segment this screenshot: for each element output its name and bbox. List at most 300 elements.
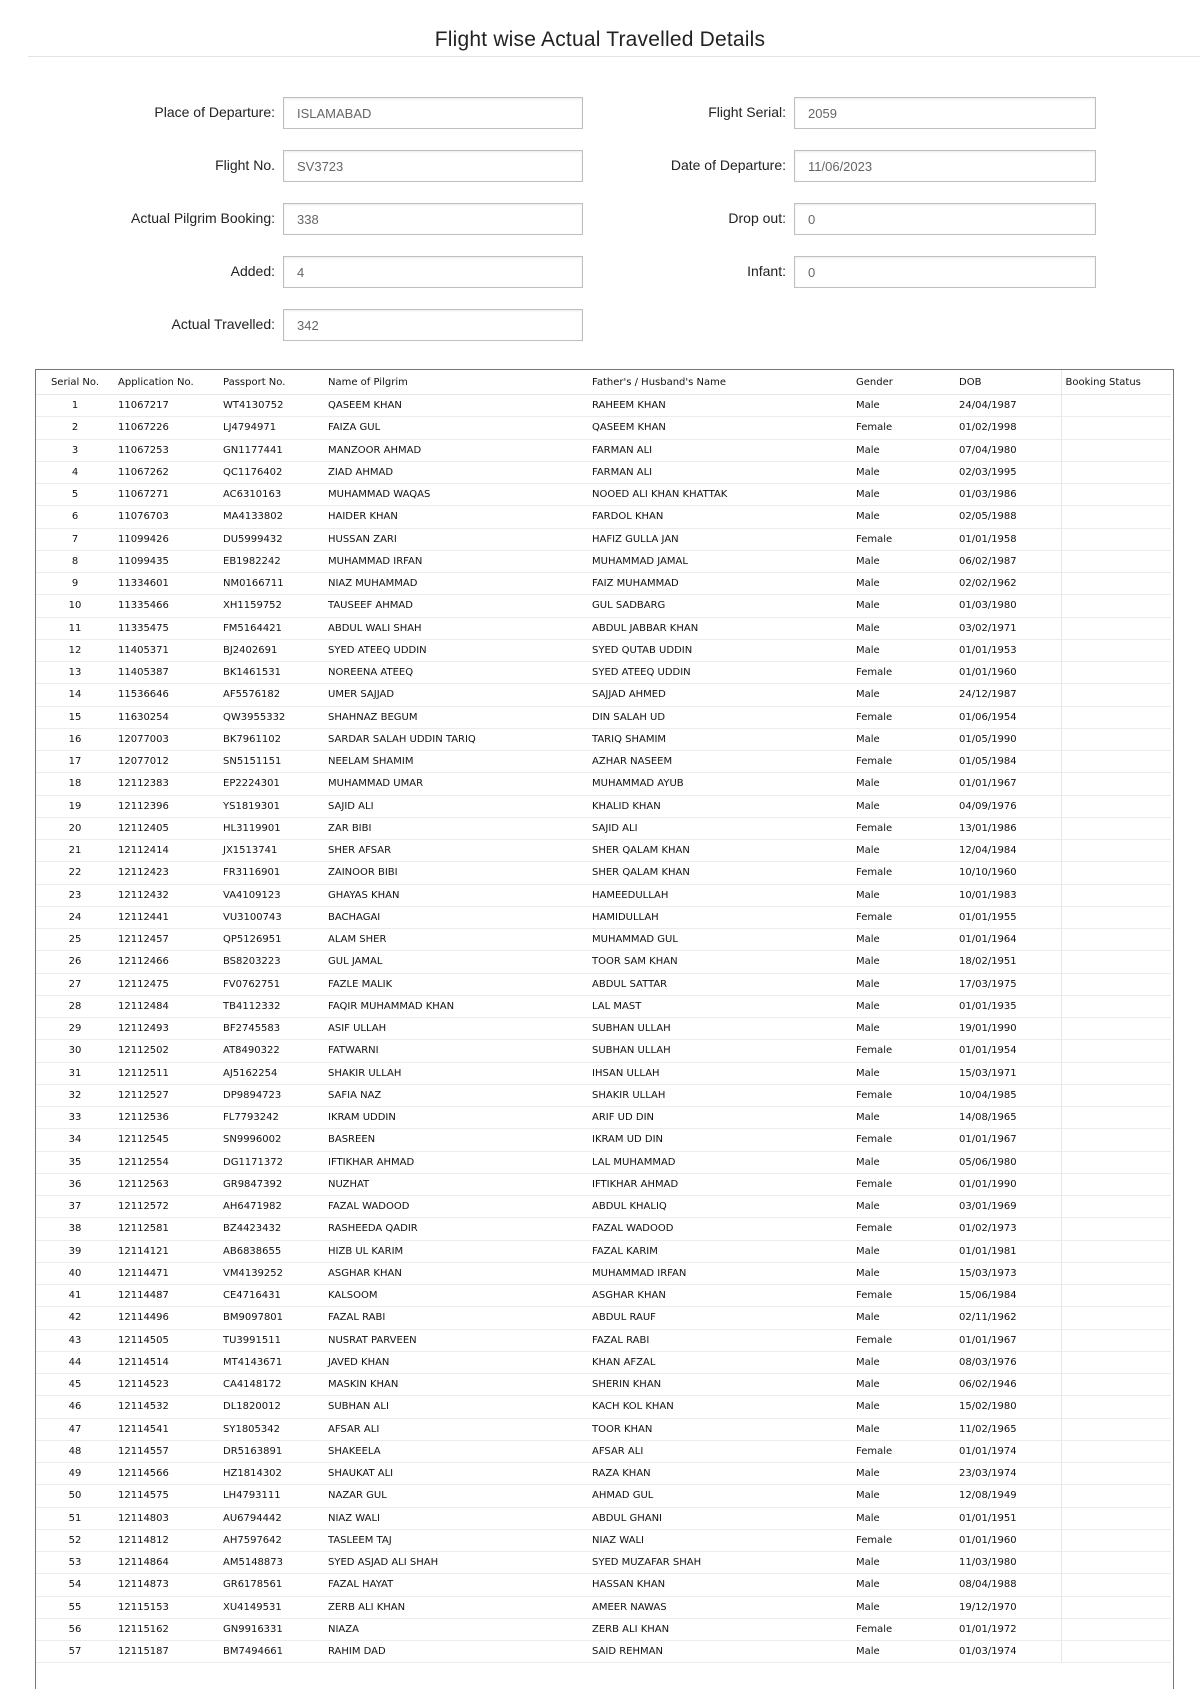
dob-cell: 01/03/1986 bbox=[955, 484, 1061, 506]
father-husband-name-cell: HAMIDULLAH bbox=[588, 906, 852, 928]
table-row[interactable] bbox=[36, 1262, 1171, 1284]
father-husband-name-cell: ZERB ALI KHAN bbox=[588, 1618, 852, 1640]
father-husband-name-cell: SHAKIR ULLAH bbox=[588, 1084, 852, 1106]
booking-status-cell bbox=[1061, 1018, 1171, 1040]
pilgrim-name-cell: ABDUL WALI SHAH bbox=[324, 617, 588, 639]
booking-status-cell bbox=[1061, 484, 1171, 506]
table-row[interactable] bbox=[36, 1285, 1171, 1307]
booking-status-cell bbox=[1061, 639, 1171, 661]
dob-cell: 01/01/1972 bbox=[955, 1618, 1061, 1640]
gender-cell: Male bbox=[852, 795, 955, 817]
pilgrim-name-cell: IKRAM UDDIN bbox=[324, 1107, 588, 1129]
application-no-cell: 12112581 bbox=[114, 1218, 219, 1240]
serial-no-cell: 5 bbox=[36, 484, 114, 506]
table-row[interactable] bbox=[36, 995, 1171, 1017]
table-row[interactable] bbox=[36, 951, 1171, 973]
booking-status-cell bbox=[1061, 1262, 1171, 1284]
dob-cell: 01/01/1974 bbox=[955, 1440, 1061, 1462]
serial-no-cell: 3 bbox=[36, 439, 114, 461]
father-husband-name-cell: ABDUL SATTAR bbox=[588, 973, 852, 995]
dob-cell: 02/05/1988 bbox=[955, 506, 1061, 528]
table-row[interactable] bbox=[36, 1040, 1171, 1062]
booking-status-cell bbox=[1061, 1329, 1171, 1351]
drop-out-field[interactable] bbox=[794, 203, 1096, 235]
pilgrim-name-cell: NAZAR GUL bbox=[324, 1485, 588, 1507]
table-row[interactable] bbox=[36, 906, 1171, 928]
booking-status-cell bbox=[1061, 684, 1171, 706]
booking-status-cell bbox=[1061, 1351, 1171, 1373]
booking-status-cell bbox=[1061, 662, 1171, 684]
gender-cell: Male bbox=[852, 1485, 955, 1507]
serial-no-cell: 41 bbox=[36, 1285, 114, 1307]
pilgrim-name-cell: TAUSEEF AHMAD bbox=[324, 595, 588, 617]
table-row[interactable] bbox=[36, 1062, 1171, 1084]
pilgrim-name-cell: NIAZ WALI bbox=[324, 1507, 588, 1529]
actual-pilgrim-booking-field[interactable] bbox=[283, 203, 583, 235]
added-label: Added: bbox=[230, 263, 275, 279]
passport-no-cell: AH6471982 bbox=[219, 1196, 324, 1218]
gender-cell: Male bbox=[852, 1374, 955, 1396]
table-row[interactable] bbox=[36, 1641, 1171, 1663]
table-row[interactable] bbox=[36, 528, 1171, 550]
serial-no-cell: 1 bbox=[36, 395, 114, 417]
pilgrim-name-cell: ZERB ALI KHAN bbox=[324, 1596, 588, 1618]
booking-status-cell bbox=[1061, 706, 1171, 728]
pilgrim-name-cell: QASEEM KHAN bbox=[324, 395, 588, 417]
pilgrim-name-cell: JAVED KHAN bbox=[324, 1351, 588, 1373]
pilgrim-name-cell: GHAYAS KHAN bbox=[324, 884, 588, 906]
booking-status-cell bbox=[1061, 1040, 1171, 1062]
passport-no-cell: AH7597642 bbox=[219, 1529, 324, 1551]
table-row[interactable] bbox=[36, 595, 1171, 617]
pilgrim-name-cell: MASKIN KHAN bbox=[324, 1374, 588, 1396]
booking-status-cell bbox=[1061, 506, 1171, 528]
table-row[interactable] bbox=[36, 684, 1171, 706]
dob-cell: 01/02/1973 bbox=[955, 1218, 1061, 1240]
table-row[interactable] bbox=[36, 1463, 1171, 1485]
table-row[interactable] bbox=[36, 617, 1171, 639]
actual-travelled-label: Actual Travelled: bbox=[171, 316, 275, 332]
dob-cell: 01/01/1953 bbox=[955, 639, 1061, 661]
gender-cell: Male bbox=[852, 684, 955, 706]
table-row[interactable] bbox=[36, 795, 1171, 817]
father-husband-name-cell: FARMAN ALI bbox=[588, 439, 852, 461]
date-of-departure-label: Date of Departure: bbox=[670, 157, 786, 173]
application-no-cell: 12114523 bbox=[114, 1374, 219, 1396]
pilgrim-name-cell: IFTIKHAR AHMAD bbox=[324, 1151, 588, 1173]
place-of-departure-field[interactable] bbox=[283, 97, 583, 129]
serial-no-cell: 50 bbox=[36, 1485, 114, 1507]
passport-no-cell: SN5151151 bbox=[219, 751, 324, 773]
dob-cell: 02/11/1962 bbox=[955, 1307, 1061, 1329]
table-row[interactable] bbox=[36, 929, 1171, 951]
pilgrim-name-cell: SAJID ALI bbox=[324, 795, 588, 817]
passport-no-cell: SN9996002 bbox=[219, 1129, 324, 1151]
passport-no-cell: BM9097801 bbox=[219, 1307, 324, 1329]
dob-cell: 18/02/1951 bbox=[955, 951, 1061, 973]
father-husband-name-cell: MUHAMMAD IRFAN bbox=[588, 1262, 852, 1284]
serial-no-cell: 53 bbox=[36, 1552, 114, 1574]
table-row[interactable] bbox=[36, 1485, 1171, 1507]
pilgrim-name-cell: NUZHAT bbox=[324, 1173, 588, 1195]
gender-cell: Male bbox=[852, 773, 955, 795]
dob-cell: 24/12/1987 bbox=[955, 684, 1061, 706]
gender-cell: Female bbox=[852, 751, 955, 773]
booking-status-cell bbox=[1061, 1529, 1171, 1551]
pilgrim-name-cell: FAQIR MUHAMMAD KHAN bbox=[324, 995, 588, 1017]
dob-cell: 03/01/1969 bbox=[955, 1196, 1061, 1218]
passport-no-cell: CA4148172 bbox=[219, 1374, 324, 1396]
application-no-cell: 12112441 bbox=[114, 906, 219, 928]
father-husband-name-cell: SAJJAD AHMED bbox=[588, 684, 852, 706]
passport-no-cell: VM4139252 bbox=[219, 1262, 324, 1284]
pilgrim-table-container bbox=[35, 369, 1174, 1679]
actual-travelled-field[interactable] bbox=[283, 309, 583, 341]
table-row[interactable] bbox=[36, 662, 1171, 684]
serial-no-cell: 13 bbox=[36, 662, 114, 684]
dob-cell: 01/03/1980 bbox=[955, 595, 1061, 617]
application-no-cell: 12114873 bbox=[114, 1574, 219, 1596]
dob-cell: 10/04/1985 bbox=[955, 1084, 1061, 1106]
table-row[interactable] bbox=[36, 1329, 1171, 1351]
serial-no-cell: 12 bbox=[36, 639, 114, 661]
table-row[interactable] bbox=[36, 751, 1171, 773]
table-row[interactable] bbox=[36, 1107, 1171, 1129]
dob-cell: 15/03/1973 bbox=[955, 1262, 1061, 1284]
father-husband-name-cell: FAZAL WADOOD bbox=[588, 1218, 852, 1240]
passport-no-cell: BM7494661 bbox=[219, 1641, 324, 1663]
serial-no-cell: 47 bbox=[36, 1418, 114, 1440]
booking-status-cell bbox=[1061, 1641, 1171, 1663]
father-husband-name-cell: GUL SADBARG bbox=[588, 595, 852, 617]
application-no-cell: 11076703 bbox=[114, 506, 219, 528]
application-no-cell: 11067217 bbox=[114, 395, 219, 417]
gender-cell: Female bbox=[852, 1040, 955, 1062]
serial-no-cell: 54 bbox=[36, 1574, 114, 1596]
father-husband-name-cell: NOOED ALI KHAN KHATTAK bbox=[588, 484, 852, 506]
table-row[interactable] bbox=[36, 862, 1171, 884]
pilgrim-name-cell: MANZOOR AHMAD bbox=[324, 439, 588, 461]
gender-cell: Female bbox=[852, 706, 955, 728]
booking-status-cell bbox=[1061, 1173, 1171, 1195]
father-husband-name-cell: ABDUL GHANI bbox=[588, 1507, 852, 1529]
drop-out-label: Drop out: bbox=[728, 210, 786, 226]
gender-cell: Male bbox=[852, 1552, 955, 1574]
pilgrim-name-cell: RAHIM DAD bbox=[324, 1641, 588, 1663]
application-no-cell: 12112545 bbox=[114, 1129, 219, 1151]
serial-no-cell: 17 bbox=[36, 751, 114, 773]
pilgrim-name-cell: KALSOOM bbox=[324, 1285, 588, 1307]
table-row[interactable] bbox=[36, 773, 1171, 795]
pilgrim-name-cell: HUSSAN ZARI bbox=[324, 528, 588, 550]
table-row[interactable] bbox=[36, 1529, 1171, 1551]
father-husband-name-cell: SYED MUZAFAR SHAH bbox=[588, 1552, 852, 1574]
passport-no-cell: GN1177441 bbox=[219, 439, 324, 461]
dob-cell: 17/03/1975 bbox=[955, 973, 1061, 995]
table-row[interactable] bbox=[36, 1218, 1171, 1240]
pilgrim-name-cell: SHAKIR ULLAH bbox=[324, 1062, 588, 1084]
flight-no-field[interactable] bbox=[283, 150, 583, 182]
header-name-of-pilgrim: Name of Pilgrim bbox=[324, 370, 588, 395]
gender-cell: Male bbox=[852, 461, 955, 483]
serial-no-cell: 20 bbox=[36, 817, 114, 839]
application-no-cell: 11099426 bbox=[114, 528, 219, 550]
dob-cell: 05/06/1980 bbox=[955, 1151, 1061, 1173]
application-no-cell: 12112466 bbox=[114, 951, 219, 973]
table-row[interactable] bbox=[36, 506, 1171, 528]
booking-status-cell bbox=[1061, 1552, 1171, 1574]
passport-no-cell: FV0762751 bbox=[219, 973, 324, 995]
application-no-cell: 12112396 bbox=[114, 795, 219, 817]
application-no-cell: 11405371 bbox=[114, 639, 219, 661]
passport-no-cell: AU6794442 bbox=[219, 1507, 324, 1529]
application-no-cell: 12112563 bbox=[114, 1173, 219, 1195]
booking-status-cell bbox=[1061, 1418, 1171, 1440]
table-row[interactable] bbox=[36, 1151, 1171, 1173]
application-no-cell: 12114803 bbox=[114, 1507, 219, 1529]
serial-no-cell: 6 bbox=[36, 506, 114, 528]
header-application-no: Application No. bbox=[114, 370, 219, 395]
father-husband-name-cell: RAHEEM KHAN bbox=[588, 395, 852, 417]
table-row[interactable] bbox=[36, 706, 1171, 728]
application-no-cell: 12112405 bbox=[114, 817, 219, 839]
serial-no-cell: 16 bbox=[36, 728, 114, 750]
passport-no-cell: DG1171372 bbox=[219, 1151, 324, 1173]
table-row[interactable] bbox=[36, 1596, 1171, 1618]
dob-cell: 01/01/1990 bbox=[955, 1173, 1061, 1195]
gender-cell: Female bbox=[852, 662, 955, 684]
gender-cell: Female bbox=[852, 1618, 955, 1640]
serial-no-cell: 49 bbox=[36, 1463, 114, 1485]
booking-status-cell bbox=[1061, 550, 1171, 572]
father-husband-name-cell: FARDOL KHAN bbox=[588, 506, 852, 528]
gender-cell: Female bbox=[852, 1285, 955, 1307]
passport-no-cell: BZ4423432 bbox=[219, 1218, 324, 1240]
date-of-departure-field[interactable] bbox=[794, 150, 1096, 182]
table-row[interactable] bbox=[36, 1507, 1171, 1529]
booking-status-cell bbox=[1061, 1507, 1171, 1529]
application-no-cell: 11405387 bbox=[114, 662, 219, 684]
application-no-cell: 12115153 bbox=[114, 1596, 219, 1618]
pilgrim-name-cell: ALAM SHER bbox=[324, 929, 588, 951]
father-husband-name-cell: AFSAR ALI bbox=[588, 1440, 852, 1462]
table-row[interactable] bbox=[36, 550, 1171, 572]
serial-no-cell: 7 bbox=[36, 528, 114, 550]
gender-cell: Male bbox=[852, 1418, 955, 1440]
table-row[interactable] bbox=[36, 484, 1171, 506]
pilgrim-name-cell: ZIAD AHMAD bbox=[324, 461, 588, 483]
booking-status-cell bbox=[1061, 1463, 1171, 1485]
application-no-cell: 12115162 bbox=[114, 1618, 219, 1640]
dob-cell: 01/01/1954 bbox=[955, 1040, 1061, 1062]
dob-cell: 01/01/1967 bbox=[955, 1129, 1061, 1151]
dob-cell: 19/12/1970 bbox=[955, 1596, 1061, 1618]
dob-cell: 01/06/1954 bbox=[955, 706, 1061, 728]
passport-no-cell: LJ4794971 bbox=[219, 417, 324, 439]
passport-no-cell: VA4109123 bbox=[219, 884, 324, 906]
booking-status-cell bbox=[1061, 1218, 1171, 1240]
passport-no-cell: DR5163891 bbox=[219, 1440, 324, 1462]
flight-serial-label: Flight Serial: bbox=[708, 104, 786, 120]
serial-no-cell: 44 bbox=[36, 1351, 114, 1373]
father-husband-name-cell: TOOR SAM KHAN bbox=[588, 951, 852, 973]
passport-no-cell: HZ1814302 bbox=[219, 1463, 324, 1485]
father-husband-name-cell: ABDUL RAUF bbox=[588, 1307, 852, 1329]
dob-cell: 02/02/1962 bbox=[955, 573, 1061, 595]
gender-cell: Female bbox=[852, 1084, 955, 1106]
header-gender: Gender bbox=[852, 370, 955, 395]
pilgrim-name-cell: FAIZA GUL bbox=[324, 417, 588, 439]
added-field[interactable] bbox=[283, 256, 583, 288]
booking-status-cell bbox=[1061, 1151, 1171, 1173]
table-row[interactable] bbox=[36, 1618, 1171, 1640]
dob-cell: 11/03/1980 bbox=[955, 1552, 1061, 1574]
father-husband-name-cell: IKRAM UD DIN bbox=[588, 1129, 852, 1151]
passport-no-cell: YS1819301 bbox=[219, 795, 324, 817]
table-row[interactable] bbox=[36, 973, 1171, 995]
dob-cell: 02/03/1995 bbox=[955, 461, 1061, 483]
gender-cell: Male bbox=[852, 1307, 955, 1329]
gender-cell: Female bbox=[852, 417, 955, 439]
table-row[interactable] bbox=[36, 1307, 1171, 1329]
father-husband-name-cell: KHALID KHAN bbox=[588, 795, 852, 817]
table-row[interactable] bbox=[36, 1418, 1171, 1440]
table-row[interactable] bbox=[36, 1129, 1171, 1151]
pilgrim-name-cell: MUHAMMAD WAQAS bbox=[324, 484, 588, 506]
dob-cell: 24/04/1987 bbox=[955, 395, 1061, 417]
table-row[interactable] bbox=[36, 1018, 1171, 1040]
serial-no-cell: 22 bbox=[36, 862, 114, 884]
application-no-cell: 12077003 bbox=[114, 728, 219, 750]
booking-status-cell bbox=[1061, 1062, 1171, 1084]
father-husband-name-cell: SUBHAN ULLAH bbox=[588, 1040, 852, 1062]
table-row[interactable] bbox=[36, 1173, 1171, 1195]
father-husband-name-cell: KACH KOL KHAN bbox=[588, 1396, 852, 1418]
table-row[interactable] bbox=[36, 817, 1171, 839]
pilgrim-name-cell: ASGHAR KHAN bbox=[324, 1262, 588, 1284]
dob-cell: 01/01/1964 bbox=[955, 929, 1061, 951]
gender-cell: Female bbox=[852, 528, 955, 550]
dob-cell: 01/03/1974 bbox=[955, 1641, 1061, 1663]
gender-cell: Male bbox=[852, 639, 955, 661]
booking-status-cell bbox=[1061, 862, 1171, 884]
serial-no-cell: 25 bbox=[36, 929, 114, 951]
dob-cell: 19/01/1990 bbox=[955, 1018, 1061, 1040]
table-row[interactable] bbox=[36, 417, 1171, 439]
father-husband-name-cell: MUHAMMAD JAMAL bbox=[588, 550, 852, 572]
pilgrim-name-cell: SAFIA NAZ bbox=[324, 1084, 588, 1106]
pilgrim-name-cell: NOREENA ATEEQ bbox=[324, 662, 588, 684]
dob-cell: 12/08/1949 bbox=[955, 1485, 1061, 1507]
table-row[interactable] bbox=[36, 1396, 1171, 1418]
table-row[interactable] bbox=[36, 1574, 1171, 1596]
table-row[interactable] bbox=[36, 461, 1171, 483]
table-row[interactable] bbox=[36, 884, 1171, 906]
application-no-cell: 11536646 bbox=[114, 684, 219, 706]
father-husband-name-cell: ASGHAR KHAN bbox=[588, 1285, 852, 1307]
pilgrim-name-cell: UMER SAJJAD bbox=[324, 684, 588, 706]
pilgrim-name-cell: SHAUKAT ALI bbox=[324, 1463, 588, 1485]
table-row[interactable] bbox=[36, 573, 1171, 595]
booking-status-cell bbox=[1061, 1285, 1171, 1307]
booking-status-cell bbox=[1061, 929, 1171, 951]
passport-no-cell: AM5148873 bbox=[219, 1552, 324, 1574]
application-no-cell: 12112536 bbox=[114, 1107, 219, 1129]
pilgrim-name-cell: NIAZA bbox=[324, 1618, 588, 1640]
gender-cell: Female bbox=[852, 817, 955, 839]
pilgrim-name-cell: HIZB UL KARIM bbox=[324, 1240, 588, 1262]
serial-no-cell: 8 bbox=[36, 550, 114, 572]
passport-no-cell: AT8490322 bbox=[219, 1040, 324, 1062]
father-husband-name-cell: FAIZ MUHAMMAD bbox=[588, 573, 852, 595]
table-row[interactable] bbox=[36, 728, 1171, 750]
gender-cell: Male bbox=[852, 573, 955, 595]
flight-serial-field[interactable] bbox=[794, 97, 1096, 129]
application-no-cell: 12112484 bbox=[114, 995, 219, 1017]
serial-no-cell: 15 bbox=[36, 706, 114, 728]
table-row[interactable] bbox=[36, 1552, 1171, 1574]
serial-no-cell: 57 bbox=[36, 1641, 114, 1663]
table-row[interactable] bbox=[36, 639, 1171, 661]
gender-cell: Female bbox=[852, 862, 955, 884]
application-no-cell: 12077012 bbox=[114, 751, 219, 773]
passport-no-cell: JX1513741 bbox=[219, 840, 324, 862]
application-no-cell: 12114532 bbox=[114, 1396, 219, 1418]
pilgrim-name-cell: BASREEN bbox=[324, 1129, 588, 1151]
pilgrim-name-cell: ZAR BIBI bbox=[324, 817, 588, 839]
serial-no-cell: 34 bbox=[36, 1129, 114, 1151]
dob-cell: 23/03/1974 bbox=[955, 1463, 1061, 1485]
table-row[interactable] bbox=[36, 840, 1171, 862]
dob-cell: 10/10/1960 bbox=[955, 862, 1061, 884]
infant-field[interactable] bbox=[794, 256, 1096, 288]
gender-cell: Male bbox=[852, 884, 955, 906]
dob-cell: 15/06/1984 bbox=[955, 1285, 1061, 1307]
table-row[interactable] bbox=[36, 395, 1171, 417]
serial-no-cell: 35 bbox=[36, 1151, 114, 1173]
gender-cell: Male bbox=[852, 395, 955, 417]
gender-cell: Male bbox=[852, 1062, 955, 1084]
father-husband-name-cell: SHER QALAM KHAN bbox=[588, 840, 852, 862]
table-row[interactable] bbox=[36, 1084, 1171, 1106]
serial-no-cell: 4 bbox=[36, 461, 114, 483]
gender-cell: Male bbox=[852, 840, 955, 862]
dob-cell: 15/03/1971 bbox=[955, 1062, 1061, 1084]
table-row[interactable] bbox=[36, 1240, 1171, 1262]
passport-no-cell: FR3116901 bbox=[219, 862, 324, 884]
passport-no-cell: XU4149531 bbox=[219, 1596, 324, 1618]
table-row[interactable] bbox=[36, 1374, 1171, 1396]
table-row[interactable] bbox=[36, 439, 1171, 461]
application-no-cell: 12114557 bbox=[114, 1440, 219, 1462]
passport-no-cell: FM5164421 bbox=[219, 617, 324, 639]
gender-cell: Male bbox=[852, 728, 955, 750]
header-booking-status: Booking Status bbox=[1061, 370, 1171, 395]
application-no-cell: 11335466 bbox=[114, 595, 219, 617]
passport-no-cell: NM0166711 bbox=[219, 573, 324, 595]
gender-cell: Female bbox=[852, 1329, 955, 1351]
gender-cell: Male bbox=[852, 1018, 955, 1040]
passport-no-cell: FL7793242 bbox=[219, 1107, 324, 1129]
father-husband-name-cell: ABDUL JABBAR KHAN bbox=[588, 617, 852, 639]
table-row[interactable] bbox=[36, 1196, 1171, 1218]
table-row[interactable] bbox=[36, 1351, 1171, 1373]
table-row[interactable] bbox=[36, 1440, 1171, 1462]
application-no-cell: 11099435 bbox=[114, 550, 219, 572]
booking-status-cell bbox=[1061, 1440, 1171, 1462]
serial-no-cell: 11 bbox=[36, 617, 114, 639]
application-no-cell: 12112414 bbox=[114, 840, 219, 862]
